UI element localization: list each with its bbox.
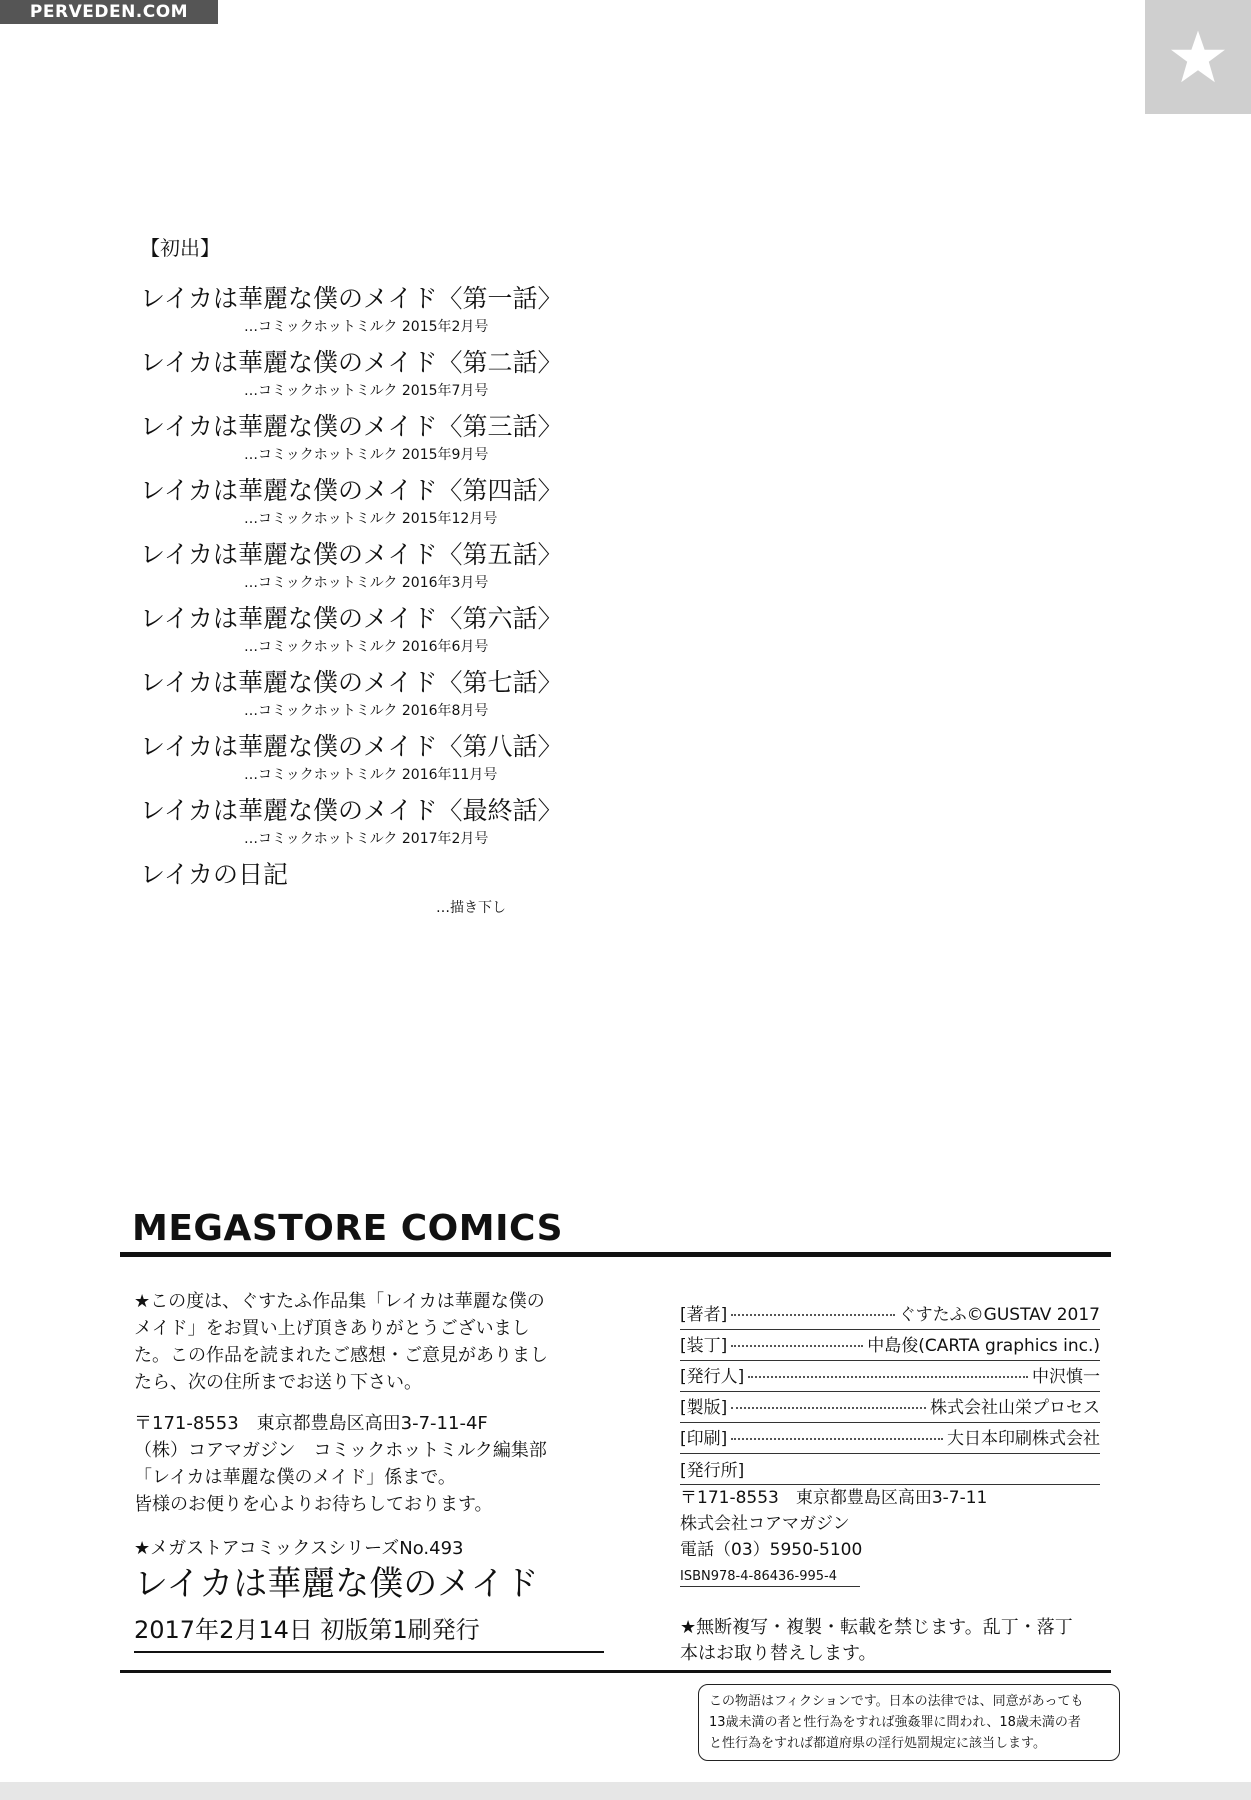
credit-item	[140, 535, 563, 599]
credit-item	[140, 599, 563, 663]
address-line: 「レイカは華麗な僕のメイド」係まで。	[134, 1467, 456, 1488]
credit-title: レイカは華麗な僕のメイド〈第七話〉	[140, 668, 563, 697]
credit-source: …コミックホットミルク 2015年12月号	[244, 511, 498, 527]
staff-label: [著者]	[680, 1305, 728, 1325]
isbn: ISBN978-4-86436-995-4	[680, 1569, 860, 1587]
thanks-message	[134, 1288, 604, 1396]
leader-dots	[748, 1376, 1028, 1378]
thanks-line: たら、次の住所までお送り下さい。	[134, 1372, 422, 1393]
credit-source: …コミックホットミルク 2015年9月号	[244, 447, 489, 463]
credit-title: レイカは華麗な僕のメイド〈第八話〉	[140, 732, 563, 761]
credit-item	[140, 663, 563, 727]
first-appearance-list	[140, 232, 563, 919]
star-icon	[1168, 27, 1228, 87]
disclaimer-line: この物語はフィクションです。日本の法律では、同意があっても	[709, 1694, 1084, 1709]
credit-title: レイカは華麗な僕のメイド〈第四話〉	[140, 476, 563, 505]
first-appearance-heading: 【初出】	[140, 236, 220, 260]
copyright-notice	[680, 1615, 1100, 1667]
leader-dots	[731, 1345, 863, 1347]
credit-title: レイカの日記	[140, 860, 289, 889]
staff-row	[680, 1331, 1100, 1361]
publisher-info	[680, 1458, 1100, 1563]
staff-value: 中島俊(CARTA graphics inc.)	[867, 1336, 1100, 1356]
credit-title: レイカは華麗な僕のメイド〈第六話〉	[140, 604, 563, 633]
credit-item	[140, 279, 563, 343]
notice-line: ★無断複写・複製・転載を禁じます。乱丁・落丁	[680, 1617, 1073, 1638]
brand-logo: MEGASTORE COMICS	[132, 1208, 564, 1249]
staff-value: 中沢慎一	[1032, 1367, 1100, 1387]
credit-source: …コミックホットミルク 2016年6月号	[244, 639, 489, 655]
credit-item	[140, 727, 563, 791]
staff-label: [製版]	[680, 1398, 728, 1418]
staff-row	[680, 1300, 1100, 1330]
credit-item	[140, 791, 563, 855]
credit-item	[140, 343, 563, 407]
credit-title: レイカは華麗な僕のメイド〈最終話〉	[140, 796, 563, 825]
leader-dots	[731, 1407, 926, 1409]
book-title: レイカは華麗な僕のメイド	[134, 1564, 539, 1604]
staff-value: ぐすたふ©GUSTAV 2017	[898, 1305, 1100, 1325]
credit-title: レイカは華麗な僕のメイド〈第五話〉	[140, 540, 563, 569]
staff-label: [装丁]	[680, 1336, 728, 1356]
staff-row	[680, 1362, 1100, 1392]
divider	[120, 1670, 1111, 1673]
credit-item	[140, 855, 560, 919]
publisher-address: 〒171-8553 東京都豊島区高田3-7-11	[680, 1488, 988, 1508]
page-edge	[0, 1782, 1251, 1800]
divider	[134, 1651, 604, 1653]
credit-source: …コミックホットミルク 2015年2月号	[244, 319, 489, 335]
disclaimer-line: 13歳未満の者と性行為をすれば強姦罪に問われ、18歳未満の者	[709, 1715, 1081, 1730]
colophon-section	[680, 1300, 1100, 1667]
credit-title: レイカは華麗な僕のメイド〈第三話〉	[140, 412, 563, 441]
credit-title: レイカは華麗な僕のメイド〈第二話〉	[140, 348, 563, 377]
fiction-disclaimer	[698, 1684, 1120, 1761]
disclaimer-line: と性行為をすれば都道府県の淫行処罰規定に該当します。	[709, 1736, 1046, 1751]
address-line: 皆様のお便りを心よりお待ちしております。	[134, 1494, 493, 1515]
credit-source: …コミックホットミルク 2015年7月号	[244, 383, 489, 399]
divider	[120, 1252, 1111, 1257]
leader-dots	[731, 1314, 894, 1316]
corner-tab	[1145, 0, 1251, 114]
staff-row	[680, 1424, 1100, 1454]
credit-source: …描き下し	[436, 900, 506, 916]
thanks-line: ★この度は、ぐすたふ作品集「レイカは華麗な僕の	[134, 1291, 545, 1312]
watermark: PERVEDEN.COM	[0, 0, 218, 24]
credit-title: レイカは華麗な僕のメイド〈第一話〉	[140, 284, 563, 313]
publisher-label: [発行所]	[680, 1458, 1100, 1485]
thanks-line: た。この作品を読まれたご感想・ご意見がありまし	[134, 1345, 548, 1366]
staff-value: 大日本印刷株式会社	[947, 1429, 1100, 1449]
series-number: ★メガストアコミックスシリーズNo.493	[134, 1538, 464, 1559]
notice-line: 本はお取り替えします。	[680, 1643, 877, 1664]
credit-source: …コミックホットミルク 2016年8月号	[244, 703, 489, 719]
credit-source: …コミックホットミルク 2016年3月号	[244, 575, 489, 591]
credit-item	[140, 471, 563, 535]
publication-date: 2017年2月14日 初版第1刷発行	[134, 1616, 480, 1644]
mailing-address	[134, 1410, 604, 1518]
leader-dots	[731, 1438, 943, 1440]
thanks-line: メイド」をお買い上げ頂きありがとうございまし	[134, 1318, 530, 1339]
credit-source: …コミックホットミルク 2017年2月号	[244, 831, 489, 847]
address-line: 〒171-8553 東京都豊島区高田3-7-11-4F	[134, 1413, 488, 1434]
staff-label: [印刷]	[680, 1429, 728, 1449]
publisher-company: 株式会社コアマガジン	[680, 1514, 850, 1534]
staff-row	[680, 1393, 1100, 1423]
staff-label: [発行人]	[680, 1367, 745, 1387]
address-line: （株）コアマガジン コミックホットミルク編集部	[134, 1440, 547, 1461]
staff-list	[680, 1300, 1100, 1454]
credit-item	[140, 407, 563, 471]
credit-source: …コミックホットミルク 2016年11月号	[244, 767, 498, 783]
staff-value: 株式会社山栄プロセス	[930, 1398, 1100, 1418]
reader-letter-section	[134, 1288, 604, 1653]
publisher-phone: 電話（03）5950-5100	[680, 1540, 863, 1560]
